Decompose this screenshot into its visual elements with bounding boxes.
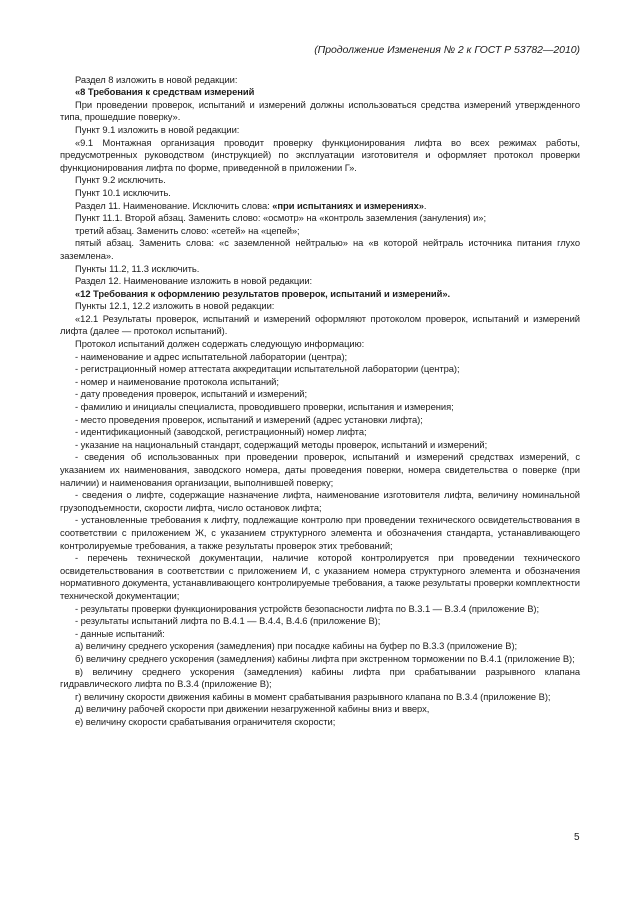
paragraph: - сведения о лифте, содержащие назначение лифта, наименование изготовителя лифта, величину номинальной грузоподъемности, скорости лифта, число остановок лифта; [60, 489, 580, 513]
paragraph: - наименование и адрес испытательной лаборатории (центра); [75, 350, 348, 362]
paragraph: Пункт 11.1. Второй абзац. Заменить слово: «осмотр» на «контроль заземления (зануления) и»; [75, 212, 487, 224]
paragraph: - результаты испытаний лифта по В.4.1 — В.4.4, В.4.6 (приложение В); [75, 615, 381, 627]
paragraph: Пункт 9.2 исключить. [75, 174, 166, 186]
paragraph: е) величину скорости срабатывания ограничителя скорости; [75, 715, 336, 727]
paragraph: - идентификационный (заводской, регистрационный) номер лифта; [75, 426, 367, 438]
paragraph-bold-text: «при испытаниях и измерениях» [272, 199, 424, 211]
paragraph: пятый абзац. Заменить слова: «с заземленной нейтралью» на «в которой нейтраль источника питания глухо заземлена». [60, 237, 580, 261]
paragraph: - сведения об использованных при проведении проверок, испытаний и измерений средствах измерений, с указанием их наименования, заводского номера, даты проведения поверки, номера свидетельства о поверке (при наличии) и наименования организации, выполнившей поверку; [60, 451, 580, 488]
paragraph: Пункт 10.1 исключить. [75, 186, 171, 198]
page-number: 5 [574, 832, 580, 843]
paragraph: «9.1 Монтажная организация проводит проверку функционирования лифта во всех режимах работы, предусмотренных руководством (инструкцией) по эксплуатации изготовителя и оформляет протокол проверки функционирования лифта по форме, приведенной в приложении Г». [60, 136, 580, 173]
paragraph: - место проведения проверок, испытаний и измерений (адрес установки лифта); [75, 413, 423, 425]
paragraph-text: Раздел 11. Наименование. Исключить слова: [75, 199, 273, 211]
document-body [60, 74, 580, 729]
paragraph: Пункты 12.1, 12.2 изложить в новой редакции: [75, 300, 275, 312]
paragraph: «12 Требования к оформлению результатов проверок, испытаний и измерений». [75, 287, 451, 299]
paragraph: - перечень технической документации, наличие которой контролируется при проведении технического освидетельствования в соответствии с приложением И, с указанием номера структурного элемента и обозначения нормативного документа, устанавливающего контролируемые требования, а также результаты проверки комплектности технической документации; [60, 552, 580, 601]
paragraph: третий абзац. Заменить слово: «сетей» на «цепей»; [75, 224, 300, 236]
paragraph: - данные испытаний: [75, 627, 165, 639]
paragraph: «12.1 Результаты проверок, испытаний и измерений оформляют протоколом проверок, испытаний и измерений лифта (далее — протокол испытаний). [60, 312, 580, 337]
paragraph: - фамилию и инициалы специалиста, проводившего проверки, испытания и измерения; [75, 401, 454, 413]
paragraph: - указание на национальный стандарт, содержащий методы проверок, испытаний и измерений; [75, 438, 488, 450]
paragraph: в) величину среднего ускорения (замедления) кабины лифта при срабатывании разрывного клапана гидравлического лифта по В.3.4 (приложение В); [60, 665, 580, 690]
paragraph: Раздел 8 изложить в новой редакции: [75, 73, 238, 85]
paragraph [60, 200, 580, 213]
paragraph: г) величину скорости движения кабины в момент срабатывания разрывного клапана по В.3.4 (приложение В); [75, 690, 551, 702]
paragraph: - номер и наименование протокола испытаний; [75, 375, 279, 387]
running-header: (Продолжение Изменения № 2 к ГОСТ Р 53782—2010) [314, 44, 580, 56]
paragraph: - результаты проверки функционирования устройств безопасности лифта по В.3.1 — В.3.4 (приложение В); [75, 602, 540, 614]
paragraph: - регистрационный номер аттестата аккредитации испытательной лаборатории (центра); [75, 363, 460, 375]
paragraph: а) величину среднего ускорения (замедления) при посадке кабины на буфер по В.3.3 (приложение В); [75, 640, 518, 652]
document-page [60, 44, 580, 728]
paragraph: Раздел 12. Наименование изложить в новой редакции: [75, 275, 313, 287]
paragraph: При проведении проверок, испытаний и измерений должны использоваться средства измерений утвержденного типа, прошедшие поверку». [60, 98, 580, 123]
paragraph: Протокол испытаний должен содержать следующую информацию: [75, 338, 365, 350]
paragraph: - установленные требования к лифту, подлежащие контролю при проведении технического освидетельствования в соответствии с приложением Ж, с указанием структурного элемента и обозначения стандарта, устанавливающего контролируемые требования, а также результаты проверок этих требований; [60, 514, 580, 551]
paragraph-text: . [423, 199, 427, 211]
paragraph: - дату проведения проверок, испытаний и измерений; [75, 388, 308, 400]
paragraph: Пункты 11.2, 11.3 исключить. [75, 262, 200, 274]
paragraph: б) величину среднего ускорения (замедления) кабины лифта при экстренном торможении по В.4.1 (приложение В); [75, 652, 575, 664]
paragraph: Пункт 9.1 изложить в новой редакции: [75, 123, 240, 135]
paragraph: «8 Требования к средствам измерений [75, 86, 255, 98]
paragraph: д) величину рабочей скорости при движении незагруженной кабины вниз и вверх, [75, 703, 430, 715]
